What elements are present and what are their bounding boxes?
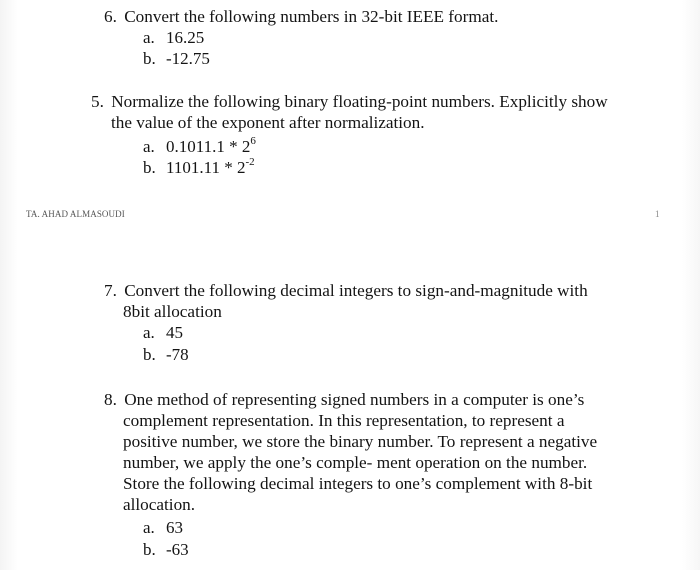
item-expression: 1101.11 * 2 — [166, 158, 246, 177]
item-value: -78 — [166, 345, 189, 364]
item-label: a. — [143, 137, 155, 156]
item-label: b. — [143, 540, 156, 559]
item-label: b. — [143, 158, 156, 177]
question-6-number: 6. — [104, 7, 117, 26]
question-7-number: 7. — [104, 281, 117, 300]
question-8-line-6: allocation. — [123, 495, 196, 514]
question-7-item-a — [143, 322, 183, 343]
question-8-line-4: number, we apply the one’s comple- ment operation on the number. — [123, 453, 588, 472]
question-6-item-a — [143, 27, 204, 48]
question-7 — [104, 280, 644, 322]
question-8 — [104, 389, 664, 515]
question-8-number: 8. — [104, 390, 117, 409]
item-exponent: 6 — [250, 135, 256, 148]
question-5-line-2: the value of the exponent after normalization. — [111, 113, 425, 132]
item-value: -12.75 — [166, 49, 210, 68]
question-8-line-3: positive number, we store the binary number. To represent a negative — [123, 432, 598, 451]
item-value: 63 — [166, 518, 183, 537]
question-6-text: Convert the following numbers in 32-bit IEEE format. — [124, 7, 499, 26]
question-5-item-b — [143, 157, 255, 178]
question-8-line-2: complement representation. In this representation, to represent a — [123, 411, 565, 430]
question-5-item-a — [143, 136, 256, 157]
item-label: b. — [143, 49, 156, 68]
item-value: -63 — [166, 540, 189, 559]
question-7-line-2: 8bit allocation — [123, 302, 222, 321]
question-8-item-a — [143, 517, 183, 538]
question-7-item-b — [143, 344, 189, 365]
item-label: b. — [143, 345, 156, 364]
question-8-line-5: Store the following decimal integers to one’s complement with 8-bit — [123, 474, 593, 493]
question-5-line-1: Normalize the following binary floating-point numbers. Explicitly show — [111, 92, 608, 111]
footer-author: TA. AHAD ALMASOUDI — [26, 209, 125, 219]
question-8-line-1: One method of representing signed numbers in a computer is one’s — [124, 390, 585, 409]
question-7-line-1: Convert the following decimal integers to sign-and-magnitude with — [124, 281, 588, 300]
question-6 — [104, 6, 498, 27]
question-6-item-b — [143, 48, 210, 69]
item-label: a. — [143, 323, 155, 342]
item-value: 45 — [166, 323, 183, 342]
question-8-item-b — [143, 539, 189, 560]
question-5-number: 5. — [91, 92, 104, 111]
footer-page-number: 1 — [655, 209, 660, 219]
item-exponent: -2 — [245, 156, 255, 169]
item-label: a. — [143, 518, 155, 537]
item-expression: 0.1011.1 * 2 — [166, 137, 251, 156]
item-value: 16.25 — [166, 28, 205, 47]
question-5 — [91, 91, 651, 133]
item-label: a. — [143, 28, 155, 47]
